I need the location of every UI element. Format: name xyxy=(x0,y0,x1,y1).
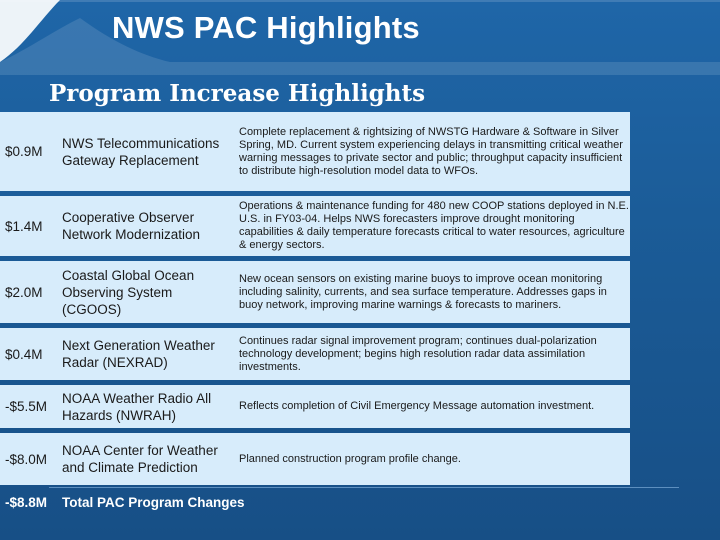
row-amount: $1.4M xyxy=(5,218,43,234)
table-row xyxy=(0,196,630,256)
row-description: Planned construction program profile change. xyxy=(239,452,461,465)
table-row xyxy=(0,433,630,485)
row-amount: $2.0M xyxy=(5,284,43,300)
row-description: Continues radar signal improvement program; continues dual-polarization technology development; begins high resolution radar data assimilation investments. xyxy=(239,334,597,373)
section-title: Program Increase Highlights xyxy=(49,80,426,107)
row-amount: -$8.0M xyxy=(5,451,48,467)
row-program: Coastal Global Ocean Observing System (CGOOS) xyxy=(62,267,195,317)
row-amount: -$5.5M xyxy=(5,399,48,414)
row-program: NWS Telecommunications Gateway Replacement xyxy=(62,135,220,168)
row-description: Operations & maintenance funding for 480 new COOP stations deployed in N.E. U.S. in FY03-04. Helps NWS forecasters improve drought monitoring capabilities & daily temperature forecasts critical to water resources, agriculture & energy sectors. xyxy=(239,200,629,251)
row-amount: $0.9M xyxy=(5,144,43,159)
row-description: Complete replacement & rightsizing of NWSTG Hardware & Software in Silver Spring, MD. Current system experiencing delays in transmitting critical weather warning messages to private sector and public; throughput capacity insufficient to distribute high-resolution model data to WFOs. xyxy=(239,125,623,177)
row-program: NOAA Center for Weather and Climate Prediction xyxy=(62,443,218,475)
row-program: NOAA Weather Radio All Hazards (NWRAH) xyxy=(62,390,212,423)
title-banner xyxy=(0,0,720,75)
total-row xyxy=(0,490,630,514)
row-amount: $0.4M xyxy=(5,346,43,362)
row-description: New ocean sensors on existing marine buoys to improve ocean monitoring including salinity, currents, and sea surface temperature. Addresses gaps in buoy network, improving marine warnings & forecasts to mariners. xyxy=(239,272,607,311)
table-row xyxy=(0,385,630,428)
table-row xyxy=(0,112,630,191)
page-title: NWS PAC Highlights xyxy=(112,10,420,45)
total-label: Total PAC Program Changes xyxy=(62,494,245,510)
row-program: Cooperative Observer Network Modernization xyxy=(62,210,201,242)
table-row xyxy=(0,261,630,323)
row-program: Next Generation Weather Radar (NEXRAD) xyxy=(62,338,215,370)
table-row xyxy=(0,328,630,380)
total-amount: -$8.8M xyxy=(5,494,48,510)
row-description: Reflects completion of Civil Emergency Message automation investment. xyxy=(239,400,595,412)
table-divider xyxy=(49,487,679,488)
